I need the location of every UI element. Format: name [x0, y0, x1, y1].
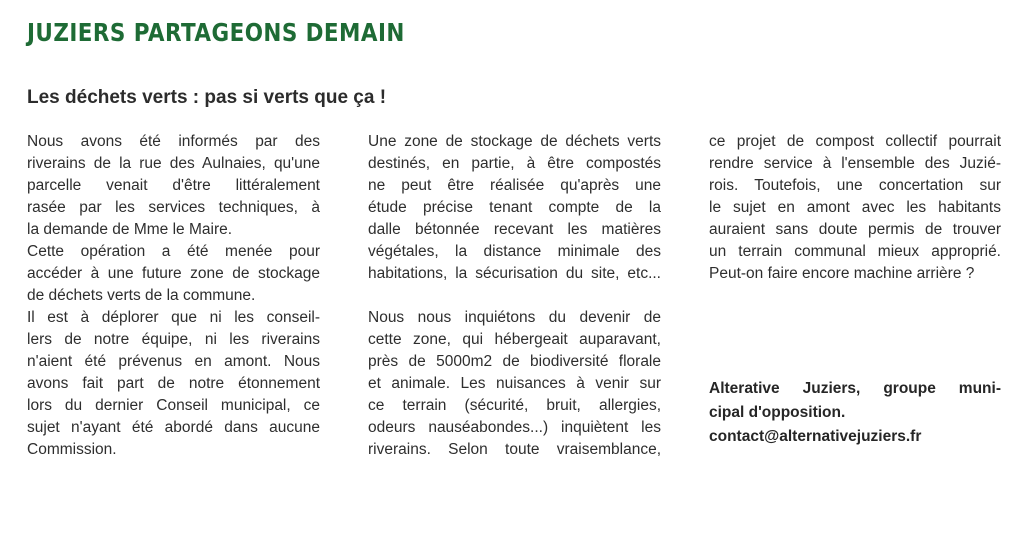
- signature-line: cipal d'opposition.: [709, 404, 846, 421]
- signature-line: Alterative Juziers, groupe muni-: [709, 380, 1001, 397]
- text-line: végétales, la distance minimale des: [368, 243, 661, 260]
- text-line: ce projet de compost collectif pourrait: [709, 133, 1001, 150]
- text-line: et animale. Les nuisances à venir sur: [368, 375, 661, 392]
- text-line: rasée par les services techniques, à: [27, 199, 320, 216]
- text-line: auraient sans doute permis de trouver: [709, 221, 1001, 238]
- text-line: riverains de la rue des Aulnaies, qu'une: [27, 155, 320, 172]
- text-line: Nous nous inquiétons du devenir de: [368, 309, 661, 326]
- text-line: habitations, la sécurisation du site, etc...: [368, 265, 661, 282]
- text-line: un terrain communal mieux approprié.: [709, 243, 1001, 260]
- text-line: dalle bétonnée recevant les matières: [368, 221, 661, 238]
- text-line: rendre service à l'ensemble des Juzié-: [709, 155, 1001, 172]
- text-line: avons fait part de notre étonnement: [27, 375, 320, 392]
- text-line: n'aient été prévenus en amont. Nous: [27, 353, 320, 370]
- text-line: parcelle venait d'être littéralement: [27, 177, 320, 194]
- text-line: le sujet en amont avec les habitants: [709, 199, 1001, 216]
- text-line: sujet n'ayant été abordé dans aucune: [27, 419, 320, 436]
- text-line: Peut-on faire encore machine arrière ?: [709, 265, 975, 282]
- text-line: lers de notre équipe, ni les riverains: [27, 331, 320, 348]
- text-line: Nous avons été informés par des: [27, 133, 320, 150]
- text-line: accéder à une future zone de stockage: [27, 265, 320, 282]
- paragraph-gap: [368, 285, 661, 307]
- text-line: la demande de Mme le Maire.: [27, 221, 233, 238]
- text-line: lors du dernier Conseil municipal, ce: [27, 397, 320, 414]
- article-column-2: [368, 131, 661, 461]
- text-line: rois. Toutefois, une concertation sur: [709, 177, 1001, 194]
- text-line: étude précise tenant compte de la: [368, 199, 661, 216]
- text-line: cette zone, qui hébergeait auparavant,: [368, 331, 661, 348]
- text-line: ne peut être réalisée qu'après une: [368, 177, 661, 194]
- text-line: Il est à déplorer que ni les conseil-: [27, 309, 320, 326]
- text-line: riverains. Selon toute vraisemblance,: [368, 441, 661, 458]
- text-line: de déchets verts de la commune.: [27, 287, 256, 304]
- text-line: Une zone de stockage de déchets verts: [368, 133, 661, 150]
- text-line: Cette opération a été menée pour: [27, 243, 320, 260]
- masthead-title: JUZIERS PARTAGEONS DEMAIN: [27, 18, 405, 47]
- text-line: odeurs nauséabondes...) inquiètent les: [368, 419, 661, 436]
- article-column-3: [709, 131, 1001, 285]
- text-line: destinés, en partie, à être compostés: [368, 155, 661, 172]
- text-line: ce terrain (sécurité, bruit, allergies,: [368, 397, 661, 414]
- signature-block: [709, 377, 1001, 449]
- article-headline: Les déchets verts : pas si verts que ça !: [27, 87, 387, 108]
- text-line: près de 5000m2 de biodiversité florale: [368, 353, 661, 370]
- text-line: Commission.: [27, 441, 117, 458]
- article-column-1: [27, 131, 320, 461]
- contact-email: contact@alternativejuziers.fr: [709, 428, 922, 445]
